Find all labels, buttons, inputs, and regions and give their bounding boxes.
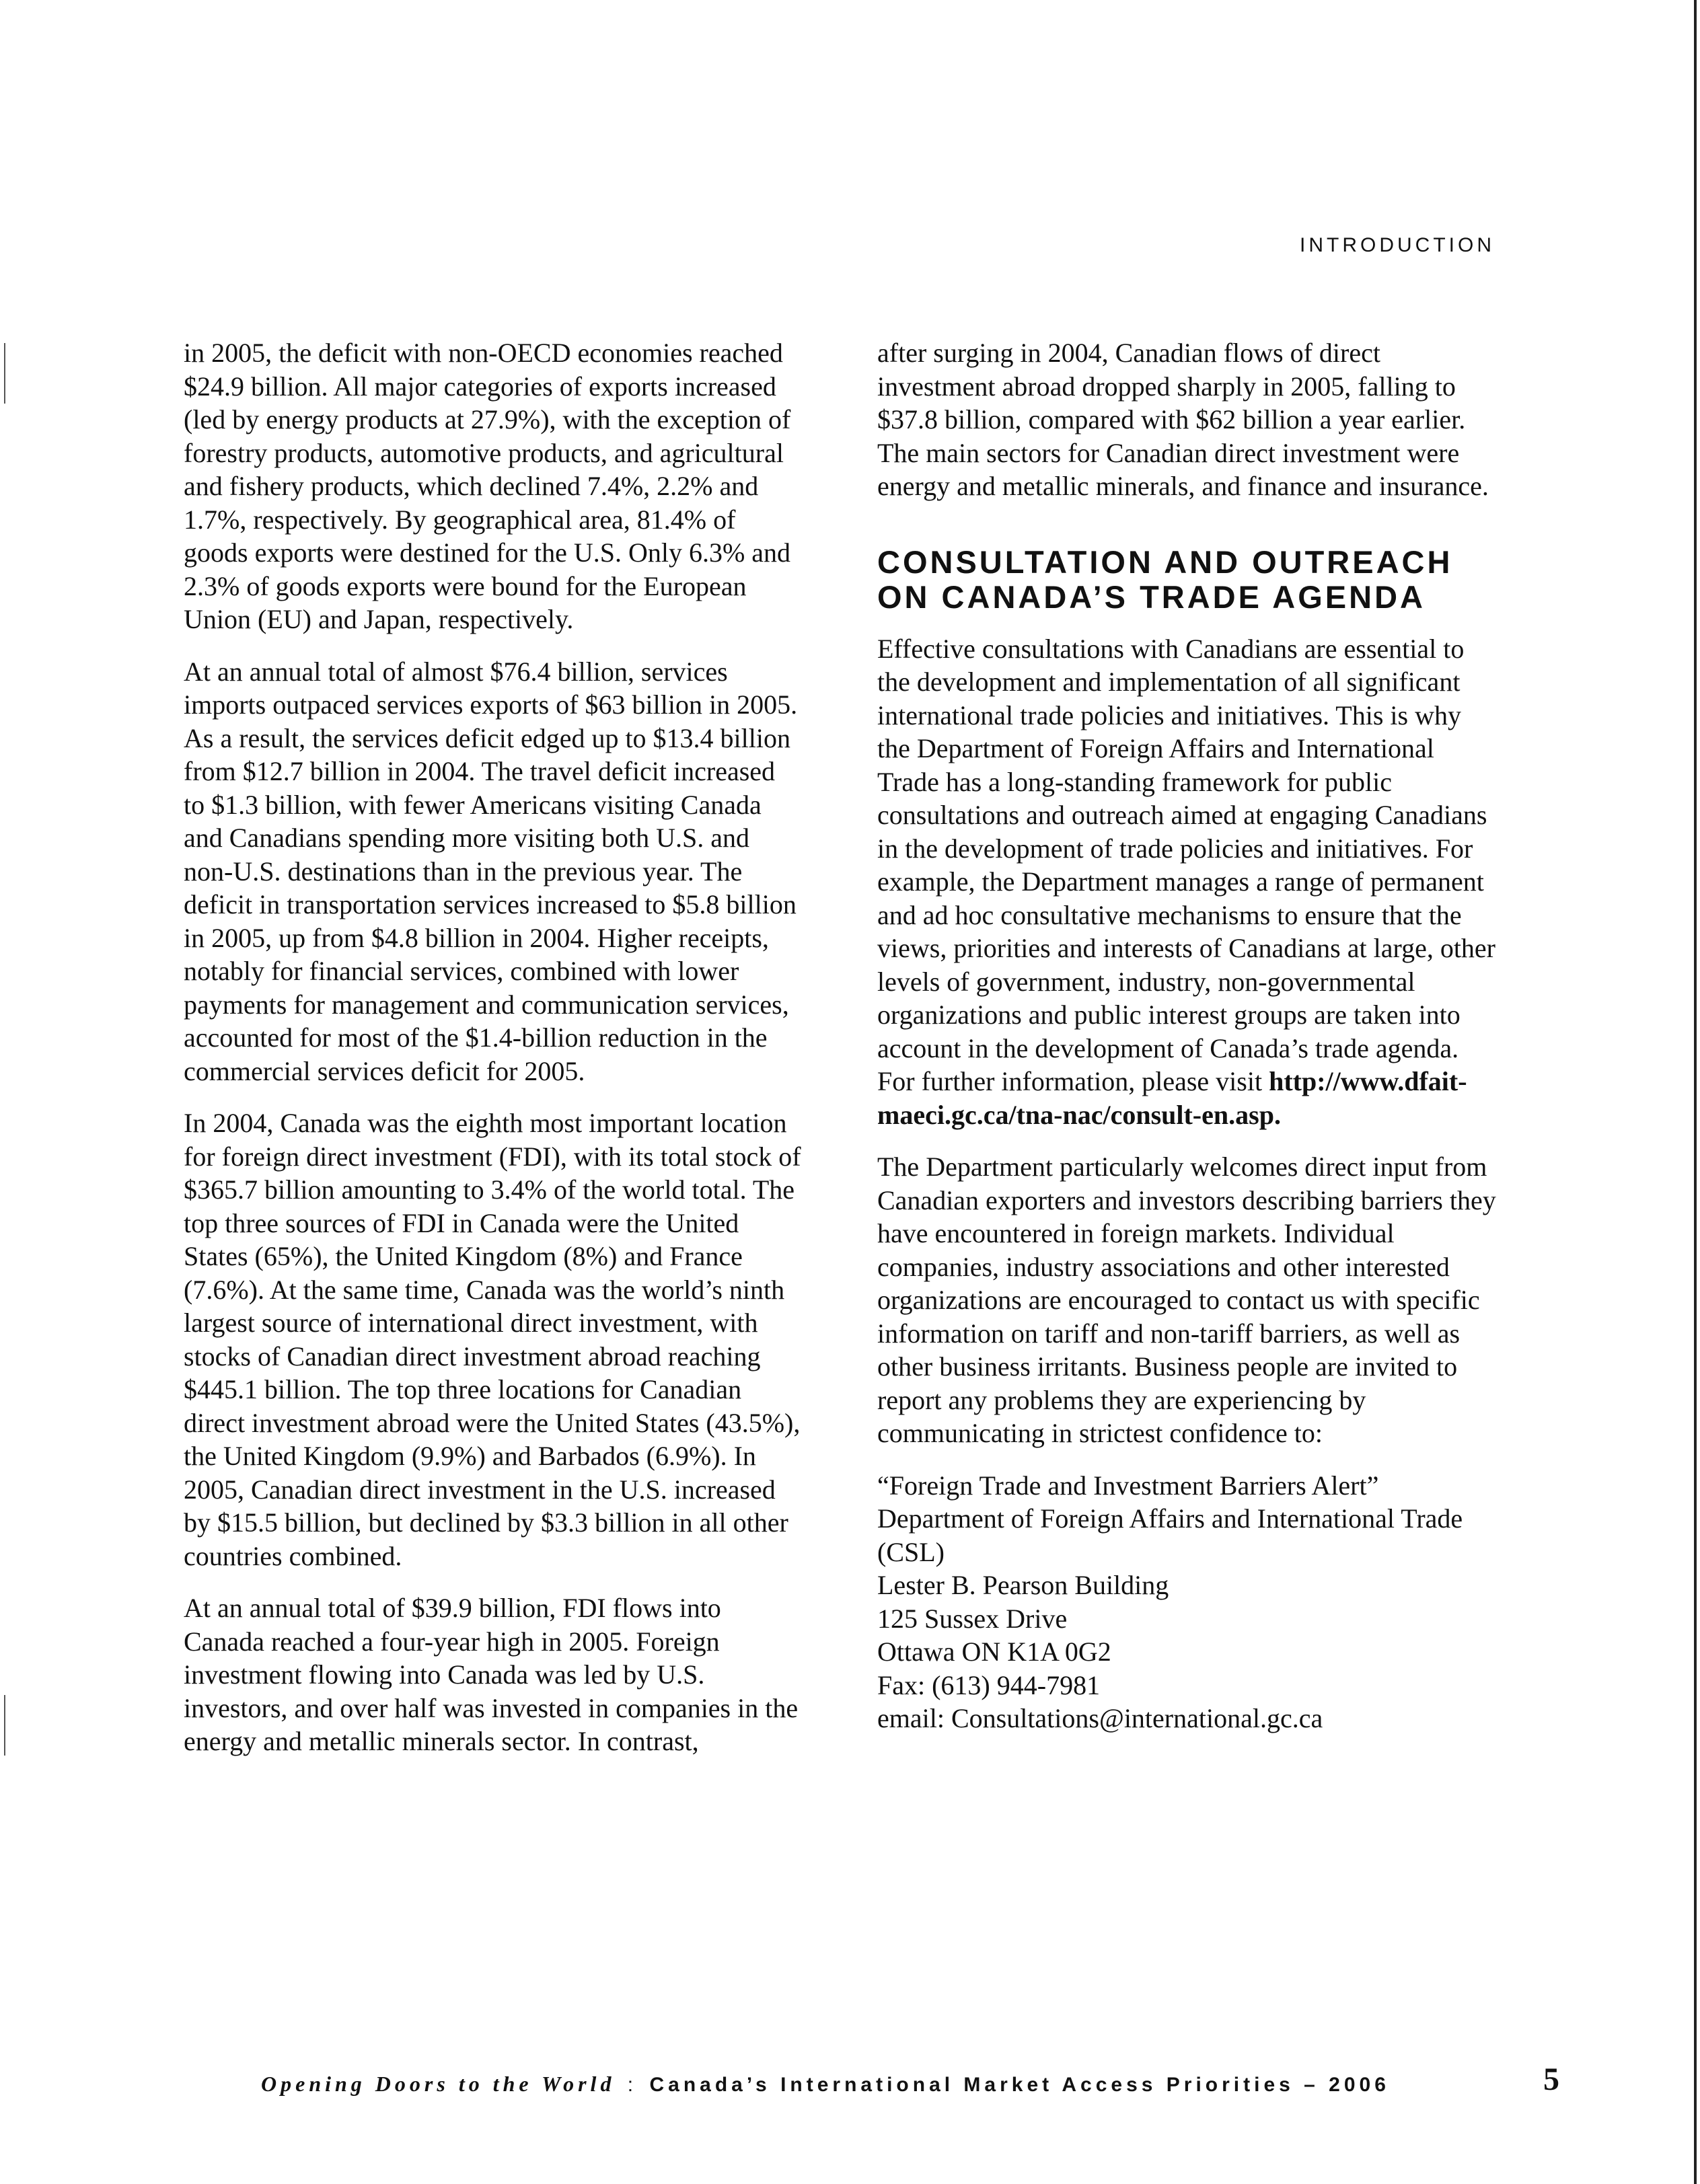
page-footer [261, 2072, 1559, 2097]
address-department: Department of Foreign Affairs and International Trade (CSL) [877, 1503, 1463, 1567]
heading-line-1: CONSULTATION AND OUTREACH [877, 543, 1453, 580]
right-column [877, 336, 1496, 1754]
contact-address [877, 1469, 1496, 1735]
footer-title: Opening Doors to the World [261, 2072, 616, 2096]
footer-separator: : [627, 2074, 638, 2096]
scan-mark-left [4, 343, 5, 404]
footer-subtitle: Canada’s International Market Access Priorities – 2006 [649, 2074, 1390, 2096]
consultations-text: Effective consultations with Canadians are essential to the development and implementation of all significant international trade policies and initiatives. This is why the Department of Foreign Affairs and International Trade has a long-standing framework for public consultations and outreach aimed at engaging Canadians in the development of trade policies and initiatives. For example, the Department manages a range of permanent and ad hoc consultative mechanisms to ensure that the views, priorities and interests of Canadians at large, other levels of government, industry, non-governmental organizations and public interest groups are taken into account in the development of Canada’s trade agenda. For further information, please visit [877, 633, 1496, 1096]
scan-mark-left-lower [4, 1695, 5, 1756]
consultation-link[interactable]: http://www.dfait-maeci.gc.ca/tna-nac/consult-en.asp. [877, 1066, 1467, 1130]
scan-margin-line-right [1694, 0, 1697, 2184]
paragraph-direct-input: The Department particularly welcomes direct input from Canadian exporters and investors describing barriers they have encountered in foreign markets. Individual companies, industry associations and other interested organizations are encouraged to contact us with specific information on tariff and non-tariff barriers, as well as other business irritants. Business people are invited to report any problems they are experiencing by communicating in strictest confidence to: [877, 1152, 1496, 1448]
heading-line-2: ON CANADA’S TRADE AGENDA [877, 578, 1426, 615]
paragraph-fdi-flows: At an annual total of $39.9 billion, FDI flows into Canada reached a four-year high in 2005. Foreign investment flowing into Canada was led by U.S. investors, and over half was invested in companies in the energy and metallic minerals sector. In contrast, [184, 1593, 799, 1756]
address-fax: Fax: (613) 944-7981 [877, 1669, 1101, 1700]
paragraph-fdi-stock: In 2004, Canada was the eighth most important location for foreign direct investment (FDI), with its total stock of $365.7 billion amounting to 3.4% of the world total. The top three sources of FDI in Canada were the United States (65%), the United Kingdom (8%) and France (7.6%). At the same time, Canada was the world’s ninth largest source of international direct investment, with stocks of Canadian direct investment abroad reaching $445.1 billion. The top three locations for Canadian direct investment abroad were the United States (43.5%), the United Kingdom (9.9%) and Barbados (6.9%). In 2005, Canadian direct investment in the U.S. increased by $15.5 billion, but declined by $3.3 billion in all other countries combined. [184, 1108, 801, 1571]
address-street: 125 Sussex Drive [877, 1603, 1068, 1634]
section-heading [877, 545, 1496, 615]
running-header: INTRODUCTION [1300, 234, 1495, 256]
paragraph-trade-deficit: in 2005, the deficit with non-OECD economies reached $24.9 billion. All major categories of exports increased (led by energy products at 27.9%), with the exception of forestry products, automotive products, and agricultural and fishery products, which declined 7.4%, 2.2% and 1.7%, respectively. By geographical area, 81.4% of goods exports were destined for the U.S. Only 6.3% and 2.3% of goods exports were bound for the European Union (EU) and Japan, respectively. [184, 338, 791, 634]
address-city: Ottawa ON K1A 0G2 [877, 1636, 1111, 1667]
address-building: Lester B. Pearson Building [877, 1570, 1169, 1600]
paragraph-services-deficit: At an annual total of almost $76.4 billion, services imports outpaced services exports of $63 billion in 2005. As a result, the services deficit edged up to $13.4 billion from $12.7 billion in 2004. The travel deficit increased to $1.3 billion, with fewer Americans visiting Canada and Canadians spending more visiting both U.S. and non-U.S. destinations than in the previous year. The deficit in transportation services increased to $5.8 billion in 2005, up from $4.8 billion in 2004. Higher receipts, notably for financial services, combined with lower payments for management and communication services, accounted for most of the $1.4-billion reduction in the commercial services deficit for 2005. [184, 656, 798, 1086]
page-number: 5 [1543, 2062, 1559, 2097]
paragraph-consultations [877, 632, 1496, 1132]
left-column [184, 336, 803, 1758]
paragraph-direct-investment-abroad: after surging in 2004, Canadian flows of direct investment abroad dropped sharply in 2005, falling to $37.8 billion, compared with $62 billion a year earlier. The main sectors for Canadian direct investment were energy and metallic minerals, and finance and insurance. [877, 338, 1489, 501]
address-email[interactable]: email: Consultations@international.gc.ca [877, 1703, 1323, 1733]
address-alert-name: “Foreign Trade and Investment Barriers Alert” [877, 1470, 1379, 1501]
